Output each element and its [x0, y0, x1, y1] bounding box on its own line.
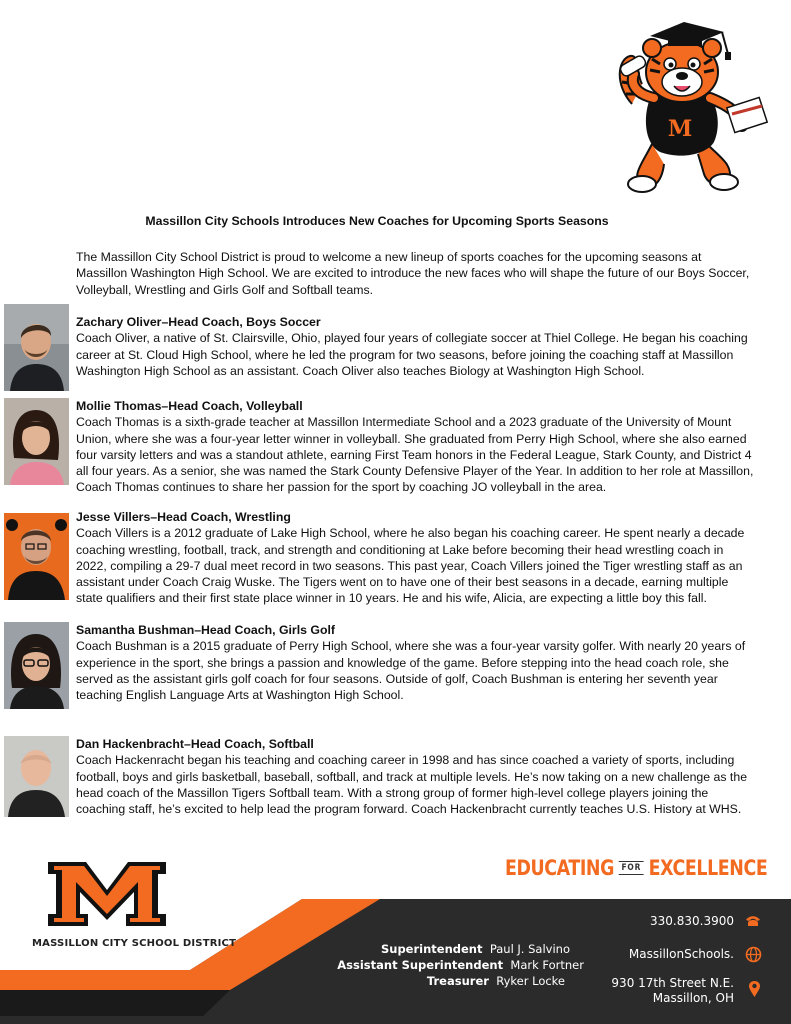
slogan	[505, 856, 767, 880]
coach-name: Jesse Villers–Head Coach, Wrestling	[76, 510, 291, 524]
coach-photo-hackenbracht	[4, 736, 69, 817]
slogan-for: FOR	[619, 861, 644, 875]
mascot-shirt-letter: M	[667, 116, 693, 142]
phone-icon	[745, 913, 761, 929]
slogan-educating: EDUCATING	[505, 856, 615, 880]
coach-bio: Coach Villers is a 2012 graduate of Lake High School, where he also began his coaching career. He spent nearly a decade coaching wrestling, football, track, and strength and conditioning at Lake before becoming their head wrestling coach in 2022, compiling a 29-7 dual meet record in two seasons. This past year, Coach Villers joined the Tiger wrestling staff as an assistant under Coach Craig Wuske. The Tigers went on to have one of their best seasons in a decade, earning multiple state qualifiers and their first state place winner in 10 years. He and his wife, Alicia, are expecting a little boy this fall.	[76, 526, 745, 606]
official-role: Treasurer	[426, 974, 489, 988]
coach-photo-bushman	[4, 622, 69, 709]
tiger-mascot-graduate	[612, 14, 780, 194]
official-name: Paul J. Salvino	[489, 942, 570, 956]
coach-bio: Coach Thomas is a sixth-grade teacher at Massillon Intermediate School and a 2023 graduate of the University of Mount Union, where she was a four-year letter winner in volleyball. She graduated from Perry High School, where she also earned four varsity letters and was a standout athlete, earning First Team honors in the Federal League, Stark County, and District 4 all four years. As a senior, she was named the Stark County Defensive Player of the Year. In addition to her role at Massillon, Coach Thomas continues to share her passion for the sport by coaching JO volleyball in the area.	[76, 415, 754, 495]
address-line1: 930 17th Street N.E.	[611, 976, 734, 990]
globe-icon	[745, 946, 762, 963]
district-logo	[46, 860, 168, 928]
official-assistant-superintendent	[337, 958, 584, 972]
coach-photo-villers	[4, 513, 69, 600]
official-treasurer	[427, 974, 565, 988]
official-name: Ryker Locke	[496, 974, 565, 988]
official-role: Assistant Superintendent	[337, 958, 504, 972]
slogan-excellence: EXCELLENCE	[648, 856, 768, 880]
coach-bio: Coach Hackenracht began his teaching and coaching career in 1998 and has since coached a variety of sports, including football, boys and girls basketball, baseball, softball, and track at multiple levels. He’s now taking on a new challenge as the head coach of the Massillon Tigers Softball team. With a strong group of former high-level college players joining the coaching staff, he’s excited to help lead the program forward. Coach Hackenbracht currently teaches U.S. History at WHS.	[76, 753, 748, 817]
coach-bio: Coach Oliver, a native of St. Clairsville, Ohio, played four years of collegiate soccer at Thiel College. He began his coaching career at St. Cloud High School, where he led the program for two seasons, before joining the coaching staff at Massillon Washington High School as an assistant. Coach Oliver also teaches Biology at Washington High School.	[76, 331, 748, 378]
official-superintendent	[381, 942, 570, 956]
location-pin-icon	[748, 980, 761, 998]
coach-name: Zachary Oliver–Head Coach, Boys Soccer	[76, 315, 321, 329]
phone-number: 330.830.3900	[650, 914, 734, 928]
intro-paragraph: The Massillon City School District is proud to welcome a new lineup of sports coaches for the upcoming seasons at Massillon Washington High School. We are excited to introduce the new faces who will shape the future of our Boys Soccer, Volleyball, Wrestling and Girls Golf and Softball teams.	[76, 250, 750, 297]
address-line2: Massillon, OH	[652, 991, 734, 1005]
district-name: MASSILLON CITY SCHOOL DISTRICT	[32, 938, 237, 949]
coach-name: Dan Hackenbracht–Head Coach, Softball	[76, 737, 314, 751]
coach-name: Mollie Thomas–Head Coach, Volleyball	[76, 399, 303, 413]
website-url[interactable]: MassillonSchools.	[628, 947, 734, 961]
coach-name: Samantha Bushman–Head Coach, Girls Golf	[76, 623, 335, 637]
coach-photo-thomas	[4, 398, 69, 485]
coach-photo-oliver	[4, 304, 69, 391]
official-name: Mark Fortner	[510, 958, 584, 972]
coach-bio: Coach Bushman is a 2015 graduate of Perry High School, where she was a four-year varsity golfer. With nearly 20 years of experience in the sport, she brings a passion and knowledge of the game. Before stepping into the head coach role, she served as the assistant girls golf coach for four seasons. Outside of golf, Coach Bushman is entering her seventh year teaching English Language Arts at Washington High School.	[76, 639, 746, 703]
official-role: Superintendent	[380, 942, 483, 956]
article-headline: Massillon City Schools Introduces New Coaches for Upcoming Sports Seasons	[145, 214, 609, 228]
